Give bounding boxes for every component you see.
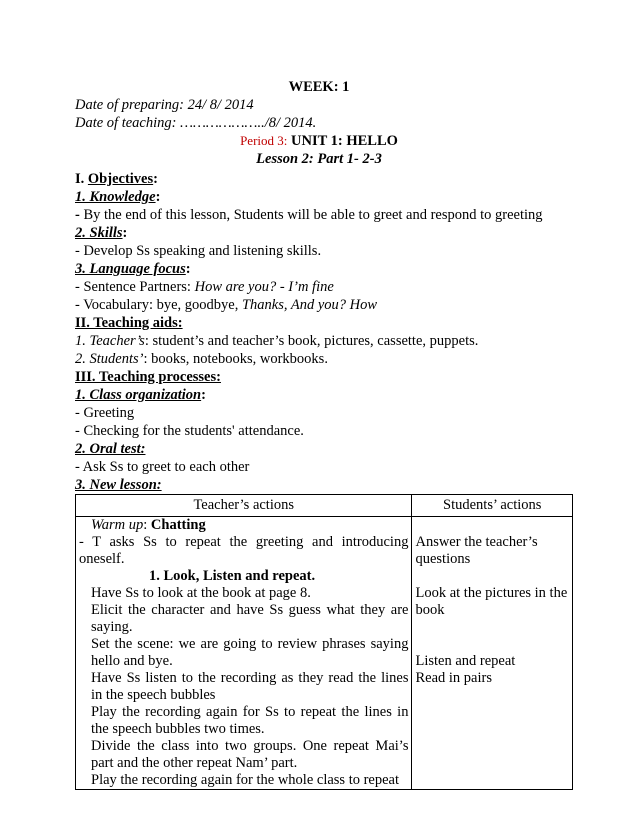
teacher-step: Play the recording again for Ss to repeat the lines in the speech bubbles two times. [91,704,409,737]
student-action: Listen and repeat [415,653,516,669]
skills-heading: 2. Skills: [75,225,128,241]
teacher-step: Have Ss to look at the book at page 8. [91,585,311,601]
teacher-step: Divide the class into two groups. One repeat Mai’s part and the other repeat Nam’ part. [91,738,409,771]
aids-students-text: : books, notebooks, workbooks. [143,351,328,367]
teacher-step: Play the recording again for the whole class to repeat [91,772,400,788]
language-title: 3. Language focus [75,261,186,277]
new-lesson-heading: 3. New lesson: [75,477,162,493]
vocab-line [75,296,377,314]
student-action: Read in pairs [415,670,492,686]
students-actions-cell [412,517,573,790]
skills-title: 2. Skills [75,225,123,241]
date-preparing: Date of preparing: 24/ 8/ 2014 [75,97,254,113]
checking-item: - Checking for the students' attendance. [75,423,304,439]
table-row [76,517,573,790]
teacher-actions-cell [76,517,412,790]
teacher-step: Elicit the character and have Ss guess what they are saying. [91,602,409,635]
sentence-line [75,278,334,296]
class-org-title: 1. Class organization [75,387,202,403]
date-teaching: Date of teaching: ………………../8/ 2014. [75,115,317,131]
oral-test-heading: 2. Oral test: [75,441,146,457]
warmup-line: Warm up: Chatting [91,517,206,533]
vocab-label: - Vocabulary: bye, goodbye, [75,297,242,313]
knowledge-title: 1. Knowledge [75,189,156,205]
section-title: 1. Look, Listen and repeat. [149,568,316,584]
lesson-title: Lesson 2: Part 1- 2-3 [256,151,382,167]
student-action: Answer the teacher’s questions [415,534,538,567]
aids-students-line [75,350,328,368]
sentence-label: - Sentence Partners: [75,279,195,295]
knowledge-heading: 1. Knowledge: [75,189,161,205]
unit-title: UNIT 1: HELLO [291,133,398,149]
aids-teacher-line [75,332,478,350]
objectives-heading: I. Objectives: [75,171,158,187]
processes-heading: III. Teaching processes: [75,369,221,385]
objectives-num: I. [75,171,85,187]
warmup-text: - T asks Ss to repeat the greeting and introducing oneself. [79,534,409,567]
table-header-row [76,495,573,517]
week-heading: WEEK: 1 [288,79,350,95]
greeting-item: - Greeting [75,405,135,421]
teacher-step: Set the scene: we are going to review phrases saying hello and bye. [91,636,409,669]
header-students-actions: Students’ actions [412,495,573,517]
header-teacher-actions: Teacher’s actions [76,495,412,517]
knowledge-text: By the end of this lesson, Students will be able to greet and respond to greeting [83,207,543,223]
period-unit-line [0,132,638,150]
aids-heading: II. Teaching aids: [75,315,183,331]
teacher-step: Have Ss listen to the recording as they read the lines in the speech bubbles [91,670,409,703]
student-action: Look at the pictures in the book [415,585,568,618]
aids-teacher-text: : student’s and teacher’s book, pictures, cassette, puppets. [144,333,479,349]
period-label: Period 3: [240,133,288,148]
class-org-heading: 1. Class organization: [75,387,206,403]
aids-students-label: 2. Students’ [75,351,144,367]
skills-text: - Develop Ss speaking and listening skills. [75,243,322,259]
warmup-title: Chatting [150,517,206,533]
lesson-table [75,494,573,790]
vocab-text: Thanks, And you? How [241,297,378,313]
knowledge-text-line: - By the end of this lesson, Students will be able to greet and respond to greeting [75,207,543,223]
oral-test-text: - Ask Ss to greet to each other [75,459,250,475]
warmup-label: Warm up [91,517,144,533]
language-heading: 3. Language focus: [75,261,191,277]
aids-teacher-label: 1. Teacher’s [75,333,145,349]
sentence-text: How are you? - I’m fine [194,279,334,295]
objectives-title: Objectives [87,171,154,187]
